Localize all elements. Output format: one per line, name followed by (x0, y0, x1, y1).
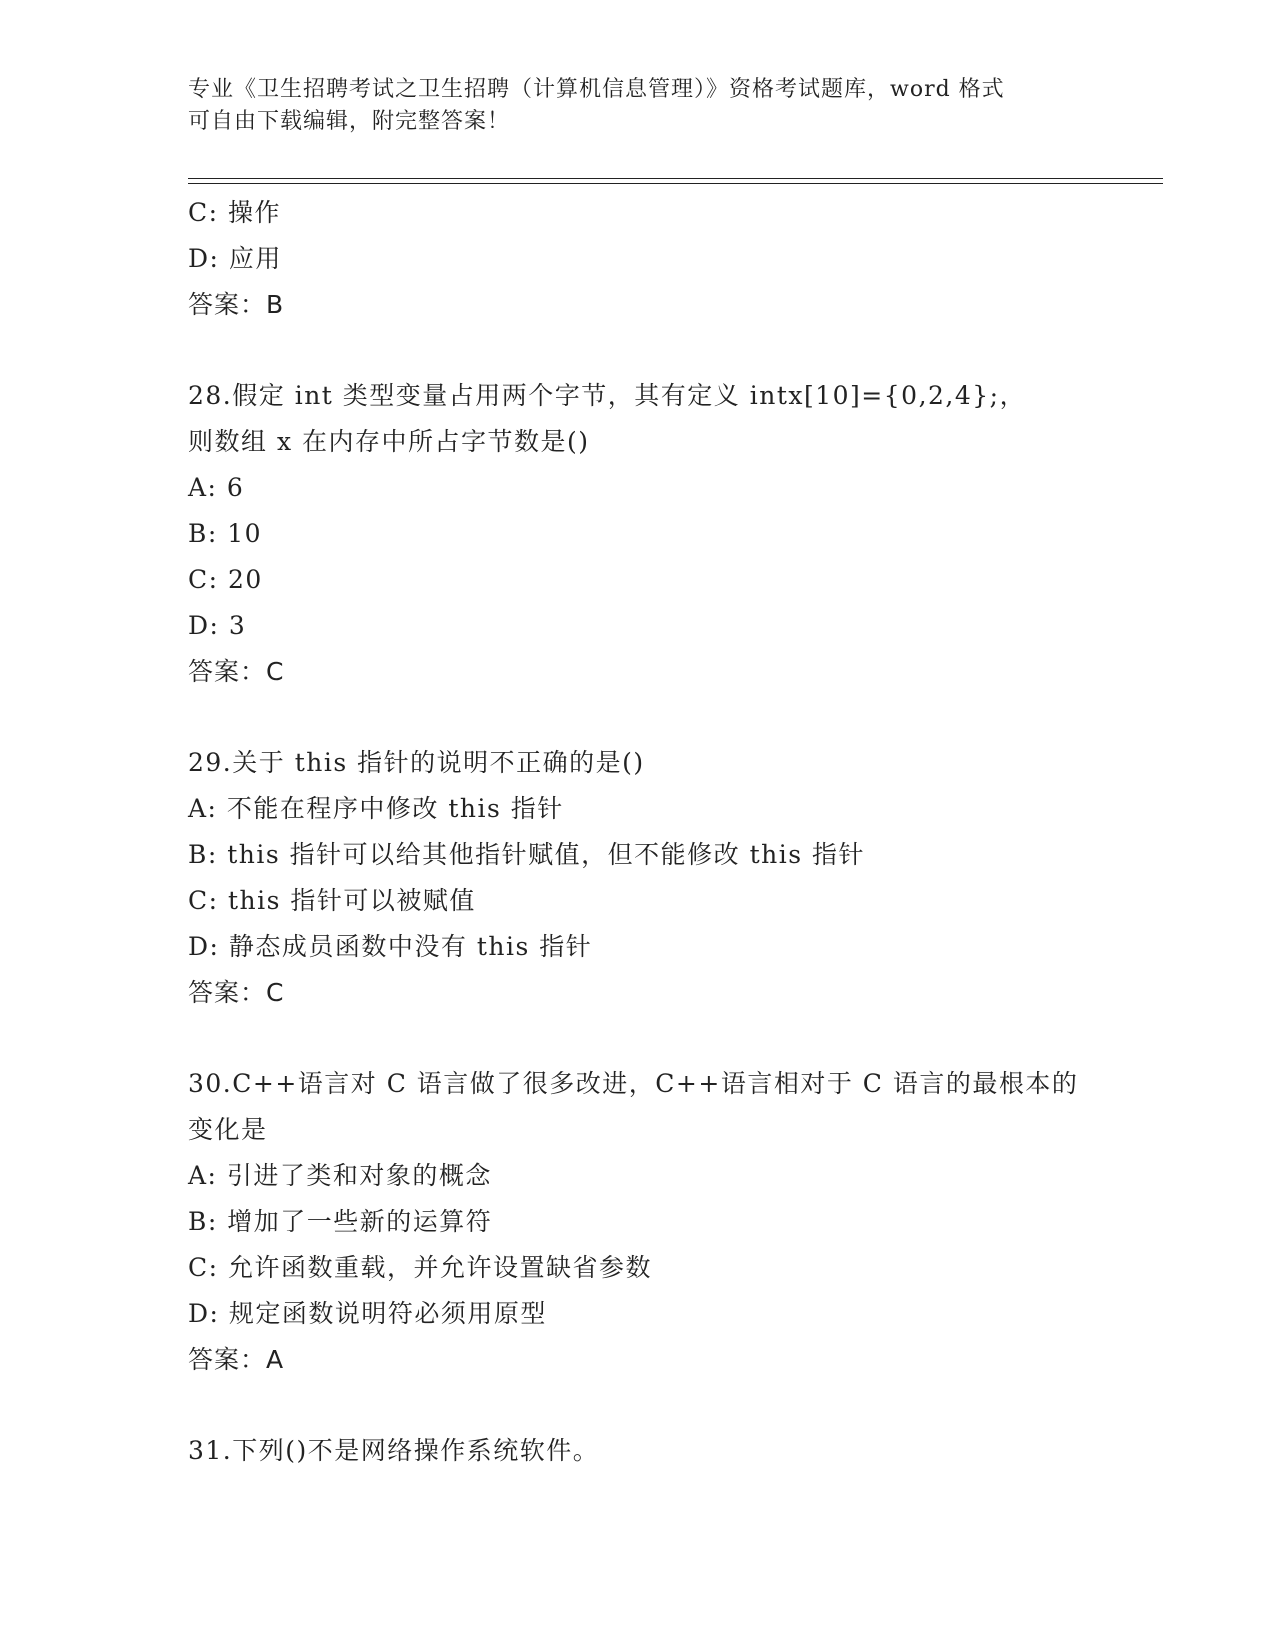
header-line-2: 可自由下载编辑，附完整答案！ (188, 109, 511, 134)
question-stem-line-2: 则数组 x 在内存中所占字节数是() (188, 427, 590, 456)
question-30 (188, 1061, 1088, 1383)
answer-line: 答案：C (188, 657, 285, 686)
question-stem-line-1: 29.关于 this 指针的说明不正确的是() (188, 748, 645, 777)
option-a: A: 引进了类和对象的概念 (188, 1161, 492, 1190)
option-d: D: 应用 (188, 244, 282, 273)
question-stem-line-1: 30.C++语言对 C 语言做了很多改进，C++语言相对于 C 语言的最根本的 (188, 1069, 1079, 1098)
option-b: B: this 指针可以给其他指针赋值，但不能修改 this 指针 (188, 840, 866, 869)
option-a: A: 6 (188, 473, 245, 502)
question-stem-line-1: 31.下列()不是网络操作系统软件。 (188, 1436, 600, 1465)
option-b: B: 增加了一些新的运算符 (188, 1207, 493, 1236)
answer-line: 答案：A (188, 1345, 285, 1374)
option-c: C: 操作 (188, 198, 281, 227)
answer-line: 答案：B (188, 290, 285, 319)
question-29 (188, 740, 1088, 1016)
option-b: B: 10 (188, 519, 263, 548)
header-divider-bottom (188, 183, 1163, 184)
option-d: D: 规定函数说明符必须用原型 (188, 1299, 547, 1328)
question-28 (188, 373, 1088, 695)
option-d: D: 静态成员函数中没有 this 指针 (188, 932, 593, 961)
option-c: C: 20 (188, 565, 263, 594)
question-31 (188, 1428, 1088, 1474)
answer-line: 答案：C (188, 978, 285, 1007)
option-c: C: this 指针可以被赋值 (188, 886, 476, 915)
header-line-1: 专业《卫生招聘考试之卫生招聘（计算机信息管理）》资格考试题库，word 格式 (188, 77, 1005, 102)
question-content (188, 190, 1088, 1474)
document-header (188, 74, 1078, 138)
option-c: C: 允许函数重载，并允许设置缺省参数 (188, 1253, 652, 1282)
header-divider-top (188, 178, 1163, 179)
option-d: D: 3 (188, 611, 247, 640)
option-a: A: 不能在程序中修改 this 指针 (188, 794, 564, 823)
previous-question-tail (188, 190, 1088, 328)
question-stem-line-1: 28.假定 int 类型变量占用两个字节，其有定义 intx[10]={0,2,4};， (188, 381, 1027, 410)
question-stem-line-2: 变化是 (188, 1115, 268, 1144)
